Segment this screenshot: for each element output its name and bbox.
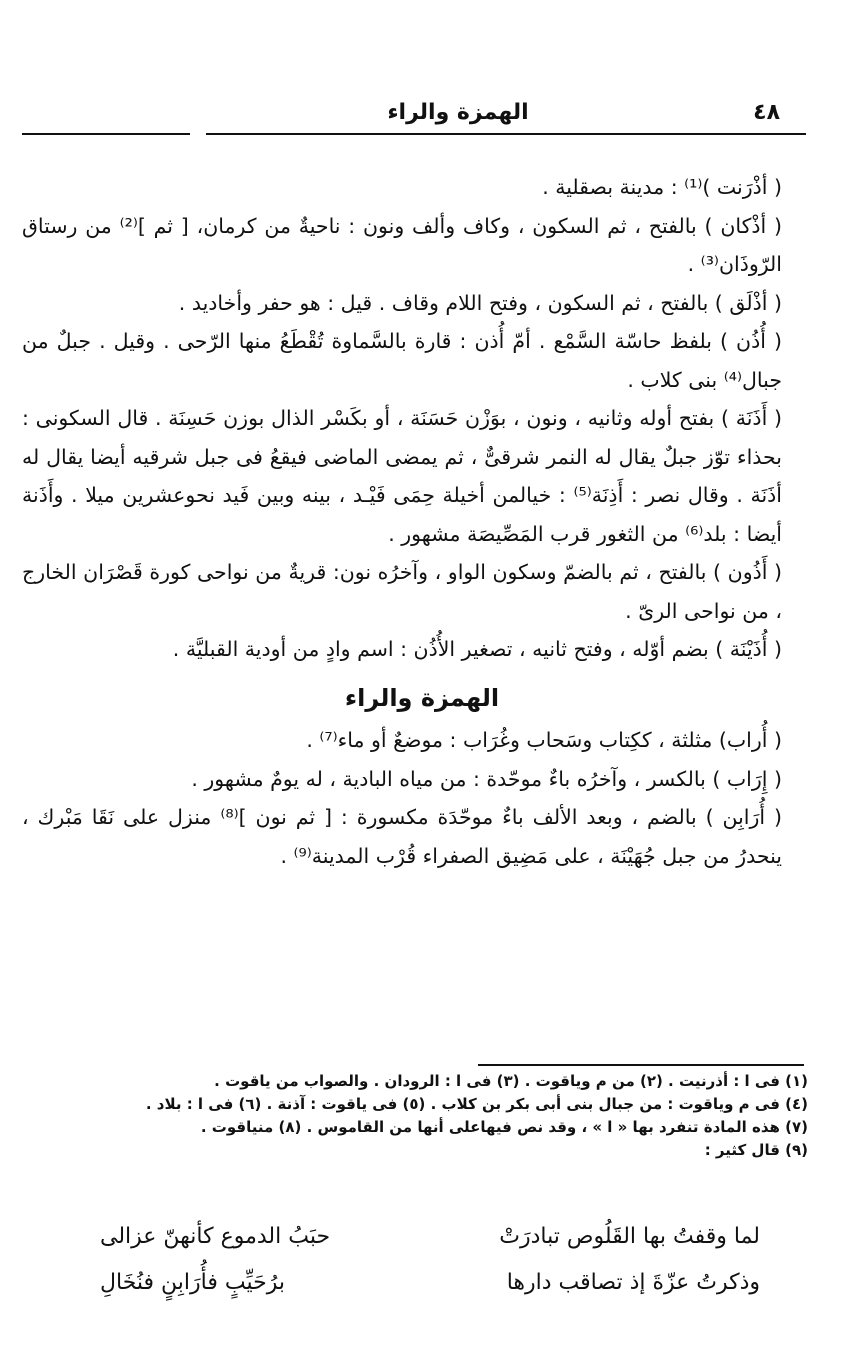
running-title: الهمزة والراء xyxy=(387,100,529,125)
poem-verse xyxy=(100,1214,760,1260)
page-header xyxy=(118,100,798,128)
poem-verse xyxy=(100,1260,760,1306)
footnote-line: (١) فى ا : أذرنيت . (٢) من م وياقوت . (٣) فى ا : الرودان . والصواب من ياقوت . xyxy=(214,1072,808,1090)
entry-adhranit: ( أذْرَنت )⁽¹⁾ : مدينة بصقلية . xyxy=(542,175,782,199)
entry-irab: ( إِرَاب ) بالكسر ، وآخرُه باءٌ موحّدة : من مياه البادية ، له يومٌ مشهور . xyxy=(191,766,782,791)
footnote-line: (٤) فى م وياقوت : من جبال بنى أبى بكر بن كلاب . (٥) فى ياقوت : آذنة . (٦) فى ا : بلاد . xyxy=(145,1095,808,1113)
footnotes xyxy=(40,1070,808,1162)
entry-udhayna: ( أُذَيْنَة ) بضم أوّله ، وفتح ثانيه ، تصغير الأُذُن : اسم وادٍ من أودية القبليَّة . xyxy=(172,637,782,661)
entry-adhun: ( أَذُون ) بالفتح ، ثم بالضمّ وسكون الواو ، وآخرُه نون: قريةٌ من نواحى كورة قَصْرَان الخارج ، من نواحى الرىّ . xyxy=(22,560,782,623)
poem-hemistich: وذكرتُ عزّةَ إذ تصاقب دارها xyxy=(506,1270,760,1295)
footnote-rule xyxy=(478,1064,804,1066)
entry-adhlaq: ( أذْلَق ) بالفتح ، ثم السكون ، وفتح اللام وقاف . قيل : هو حفر وأخاديد . xyxy=(178,290,782,315)
poem-hemistich: لما وقفتُ بها القَلُوص تبادرَتْ xyxy=(499,1224,760,1249)
entry-adhana: ( أَذَنَة ) بفتح أوله وثانيه ، ونون ، بوَزْن حَسَنَة ، أو بكَسْر الذال بوزن حَسِنَة . قال السكونى : بحذاء توّز جبلٌ يقال له النمر شرقىٌّ ، ثم يمضى الماضى فيقعُ فى جبل شرقيه أيضا يقال له أذَنَة . وقال نصر : أَذِنَة⁽⁵⁾ : خيالمن أخيلة حِمَى فَيْـد ، بينه وبين فَيد نحوعشرين ميلا . وأَذَنة أيضا : بلد⁽⁶⁾ من الثغور قرب المَصِّيصَة مشهور . xyxy=(22,406,782,546)
entry-urab: ( أُراب) مثلثة ، ككِتاب وسَحاب وغُرَاب : موضعٌ أو ماء⁽⁷⁾ . xyxy=(306,728,782,752)
poem xyxy=(100,1214,760,1306)
page-number: ٤٨ xyxy=(753,100,780,125)
poem-hemistich: برُحَيِّبٍ فأُرَابِنٍ فنُخَالِ xyxy=(100,1270,285,1295)
entry-adhkan: ( أذْكان ) بالفتح ، ثم السكون ، وكاف وألف ونون : ناحيةٌ من كرمان، [ ثم ]⁽²⁾ من رستاق الرّوذَان⁽³⁾ . xyxy=(22,213,782,276)
header-rule-right xyxy=(206,133,806,135)
main-text xyxy=(22,168,822,875)
entry-urabin: ( أُرَابِن ) بالضم ، وبعد الألف باءٌ موحّدَة مكسورة : [ ثم نون ]⁽⁸⁾ منزل على نَقَا مَبْرك ، ينحدرُ من جبل جُهَيْنَة ، على مَضِيق الصفراء قُرْب المدينة⁽⁹⁾ . xyxy=(22,805,782,868)
footnote-line: (٧) هذه المادة تنفرد بها « ا » ، وقد نص فيهاعلى أنها من القاموس . (٨) منياقوت . xyxy=(200,1118,808,1136)
header-rule-left xyxy=(22,133,190,135)
entry-udhun: ( أُذُن ) بلفظ حاسّة السَّمْع . أمّ أُذن : قارة بالسَّماوة تُقْطَعُ منها الرّحى . وقيل . جبلٌ من جبال⁽⁴⁾ بنى كلاب . xyxy=(22,329,782,392)
poem-hemistich: حبَبُ الدموع كأنهنّ عزالى xyxy=(100,1224,331,1249)
footnote-line: (٩) قال كثير : xyxy=(704,1141,808,1159)
section-title: الهمزة والراء xyxy=(344,683,500,712)
